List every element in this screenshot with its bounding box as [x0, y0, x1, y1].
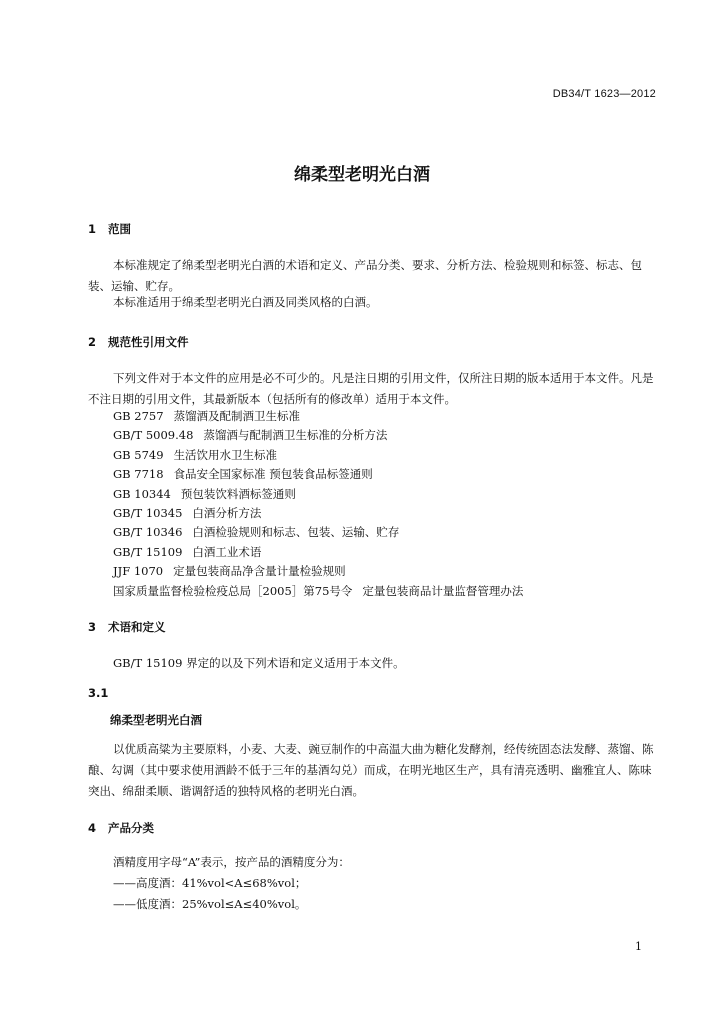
reference-item: GB/T 5009.48 蒸馏酒与配制酒卫生标准的分析方法: [113, 428, 388, 443]
section-number: 3: [88, 620, 97, 634]
reference-item: GB 10344 预包装饮料酒标签通则: [113, 486, 296, 501]
section-number: 4: [88, 821, 97, 835]
classification-intro: 酒精度用字母“A”表示，按产品的酒精度分为：: [113, 855, 350, 869]
term-title: 绵柔型老明光白酒: [110, 713, 202, 727]
section-title: 规范性引用文件: [108, 335, 189, 349]
term-definition: 以优质高粱为主要原料，小麦、大麦、豌豆制作的中高温大曲为糖化发酵剂，经传统固态法发酵、蒸馏、陈酿、勾调（其中要求使用酒龄不低于三年的基酒勾兑）而成，在明光地区生产，具有清亮透明、幽雅宜人、陈味突出、绵甜柔顺、谐调舒适的独特风格的老明光白酒。: [88, 742, 654, 798]
section-3-heading: [88, 619, 166, 635]
reference-item: GB 7718 食品安全国家标准 预包装食品标签通则: [113, 467, 373, 482]
scope-paragraph-2: 本标准适用于绵柔型老明光白酒及同类风格的白酒。: [113, 295, 378, 309]
reference-item: GB/T 10346 白酒检验规则和标志、包装、运输、贮存: [113, 525, 400, 540]
section-2-heading: [88, 334, 189, 350]
reference-item: GB/T 15109 白酒工业术语: [113, 544, 262, 559]
page-number: 1: [635, 940, 642, 953]
section-number: 1: [88, 222, 97, 236]
reference-item: JJF 1070 定量包装商品净含量计量检验规则: [113, 564, 346, 579]
references-intro: 下列文件对于本文件的应用是必不可少的。凡是注日期的引用文件，仅所注日期的版本适用于本文件。凡是不注日期的引用文件，其最新版本（包括所有的修改单）适用于本文件。: [88, 371, 654, 406]
scope-paragraph-1: 本标准规定了绵柔型老明光白酒的术语和定义、产品分类、要求、分析方法、检验规则和标签、标志、包装、运输、贮存。: [88, 258, 642, 293]
reference-item: GB 5749 生活饮用水卫生标准: [113, 447, 278, 462]
document-code: DB34/T 1623—2012: [552, 88, 656, 100]
section-4-heading: [88, 820, 154, 836]
terms-intro: GB/T 15109 界定的以及下列术语和定义适用于本文件。: [113, 656, 405, 670]
reference-item: GB 2757 蒸馏酒及配制酒卫生标准: [113, 409, 301, 423]
reference-item: GB/T 10345 白酒分析方法: [113, 506, 262, 521]
section-1-heading: [88, 221, 131, 237]
reference-list: [113, 407, 523, 601]
reference-item: 国家质量监督检验检疫总局［2005］第75号令 定量包装商品计量监督管理办法: [113, 583, 524, 598]
classification-item-high: ——高度酒：41%vol<A≤68%vol；: [113, 876, 307, 890]
section-number: 2: [88, 335, 97, 349]
section-title: 产品分类: [108, 821, 154, 835]
section-title: 范围: [108, 222, 131, 236]
section-title: 术语和定义: [108, 620, 166, 634]
classification-item-low: ——低度酒：25%vol≤A≤40%vol。: [113, 897, 307, 911]
document-title: 绵柔型老明光白酒: [294, 165, 430, 185]
subsection-number: 3.1: [88, 686, 109, 700]
